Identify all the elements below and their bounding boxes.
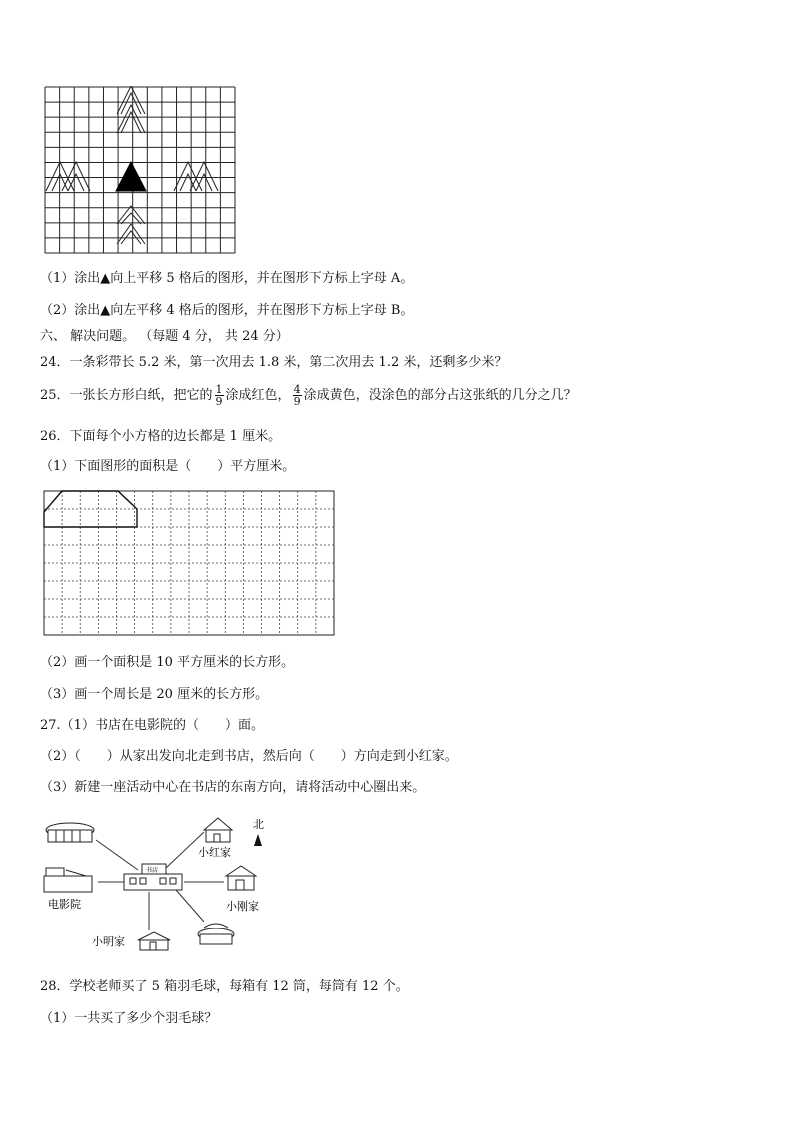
north-arrow-icon [254,834,262,846]
xiaoming-label: 小明家 [92,935,125,948]
translation-grid [44,86,236,254]
q27-part1: 27.（1）书店在电影院的（ ）面。 [40,718,264,733]
q27-part2: （2）（ ）从家出发向北走到书店，然后向（ ）方向走到小红家。 [40,749,458,764]
q26-part3: （3）画一个周长是 20 厘米的长方形。 [40,687,269,702]
frac1-num: 1 [215,383,223,396]
q28-part1: （1）一共买了多少个羽毛球？ [40,1011,218,1026]
q25-suffix: 涂成黄色，没涂色的部分占这张纸的几分之几？ [303,388,577,403]
cinema-icon [44,868,92,892]
area-grid [43,490,337,638]
black-triangle-icon [116,162,146,191]
direction-map [36,812,276,960]
frac2-num: 4 [293,383,301,396]
q24-text: 24．一条彩带长 5.2 米，第一次用去 1.8 米，第二次用去 1.2 米，还剩多少米？ [40,355,508,370]
xiaohong-label: 小红家 [198,846,231,859]
outline-triangle-bottom2 [117,224,145,244]
activity-center-icon [198,924,234,944]
fraction-four-ninths [293,384,302,407]
q25-text [40,384,577,407]
outline-triangle-top [117,86,145,114]
frac2-den: 9 [293,395,301,408]
stadium-icon [46,823,94,842]
fraction-one-ninth [215,384,224,407]
frac1-den: 9 [215,395,223,408]
north-label: 北 [253,818,264,831]
section-title: 六、 解决问题。 （每题 4 分， 共 24 分） [40,329,289,344]
cinema-label: 电影院 [48,898,81,911]
q23-part2: （2）涂出▲向左平移 4 格后的图形，并在图形下方标上字母 B。 [40,303,414,318]
bookstore-label: 书店 [146,867,159,874]
xiaogang-house-icon [226,866,256,890]
xiaohong-house-icon [204,818,232,842]
q26-part1: （1）下面图形的面积是（ ）平方厘米。 [40,459,296,474]
q25-middle: 涂成红色， [225,388,291,403]
outline-triangle-top2-inner [121,112,141,133]
q23-part1: （1）涂出▲向上平移 5 格后的图形，并在图形下方标上字母 A。 [40,271,414,286]
q27-part3: （3）新建一座活动中心在书店的东南方向，请将活动中心圈出来。 [40,780,426,795]
outline-triangle-top2 [117,105,145,133]
xiaogang-label: 小刚家 [226,900,259,913]
q26-part2: （2）画一个面积是 10 平方厘米的长方形。 [40,655,295,670]
q28-text: 28．学校老师买了 5 箱羽毛球，每箱有 12 筒，每筒有 12 个。 [40,979,409,994]
xiaoming-house-icon [138,932,170,950]
outline-triangle-bottom [117,206,145,224]
q26-text: 26．下面每个小方格的边长都是 1 厘米。 [40,429,282,444]
q25-prefix: 25．一张长方形白纸，把它的 [40,388,213,403]
